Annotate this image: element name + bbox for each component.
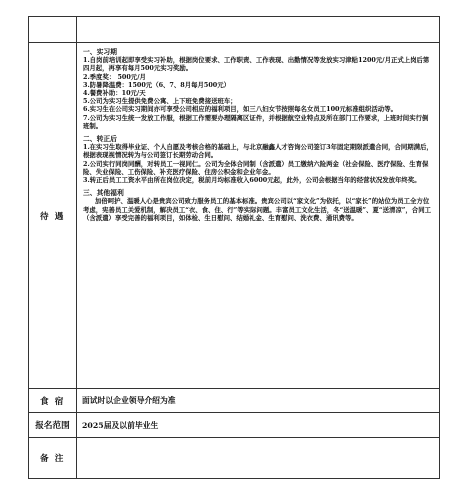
list-item: 2.公司实行同岗同酬，对转员工一视同仁。公司为全体合同制（含派遣）员工缴纳六险两金（社会保险、医疗保险、生育保险、失业保险、工伤保险、补充医疗保险、住房公积金和企业年金。: [83, 159, 429, 176]
recruitment-info-table: [28, 16, 440, 479]
list-item: 6.实习生在公司实习期间亦可享受公司相应的福利项目，如三八妇女节按照每名女员工100元标准组织活动等。: [83, 105, 397, 114]
header-value-cell: [77, 17, 439, 42]
list-item: 3.转正后员工工资水平由所在岗位决定，税前月均标准收入6000元起，此外，公司会根据当年的经营状况发放年终奖。: [83, 176, 421, 185]
list-item: 4.餐费补助：10元/天: [83, 89, 146, 98]
scope-label: 报名范围: [29, 413, 77, 437]
list-item: 3.防暑降温费：1500元（6、7、8月每月500元）: [83, 80, 230, 89]
lodging-row: [29, 389, 439, 413]
scope-row: [29, 413, 439, 438]
header-label-cell: [29, 17, 77, 42]
treatment-label: 待 遇: [29, 43, 77, 388]
section-title: 三、其他福利: [83, 189, 124, 198]
section-title: 一、实习期: [83, 48, 117, 56]
notes-value: [77, 438, 439, 478]
scope-value: 2025届及以前毕业生: [82, 420, 159, 430]
notes-label: 备 注: [29, 438, 77, 478]
treatment-row: [29, 43, 439, 389]
lodging-label: 食 宿: [29, 389, 77, 412]
list-item: 1.自岗前培训起即享受实习补助，根据岗位要求、工作职责、工作表现、出勤情况等发放实习津贴1200元/月正式上岗后第四月起，再享有每月500元实习奖励。: [83, 56, 430, 73]
list-item: 5.公司为实习生提供免费公寓、上下班免费接送班车；: [83, 97, 237, 106]
treatment-content: [77, 43, 439, 388]
section-paragraph: 加倍呵护、温暖人心是贵宾公司致力服务员工的基本标准。贵宾公司以“家文化”为依托，以“家长”的站位为员工全方位考虑，宪善员工关爱机制，解决员工“衣、食、住、行”等实际问题。丰富员工文化生活，冬“送温暖”、夏“送清凉”，合同工（含派遣）享受完善的福利项目，如体检、生日慰问、结婚礼金、生育慰问、洗衣费、通讯费等。: [83, 197, 431, 222]
notes-row: [29, 438, 439, 478]
section-title: 二、转正后: [83, 135, 117, 144]
header-row: [29, 17, 439, 43]
list-item: 2.季度奖： 500元/月: [83, 72, 146, 81]
lodging-value: 面试时以企业领导介绍为准: [82, 396, 176, 405]
list-item: 1.在实习生取得毕业证、个人自愿及考核合格的基础上，与北京融鑫人才咨询公司签订3年固定期限派遣合同，合同期满后，根据表现视情况转为与公司签订长期劳动合同。: [83, 143, 433, 160]
list-item: 7.公司为实习生统一发放工作服，根据工作需要办理隔离区证件，并根据航空业特点及所在部门工作要求，上班时间实行倒班制。: [83, 113, 429, 130]
